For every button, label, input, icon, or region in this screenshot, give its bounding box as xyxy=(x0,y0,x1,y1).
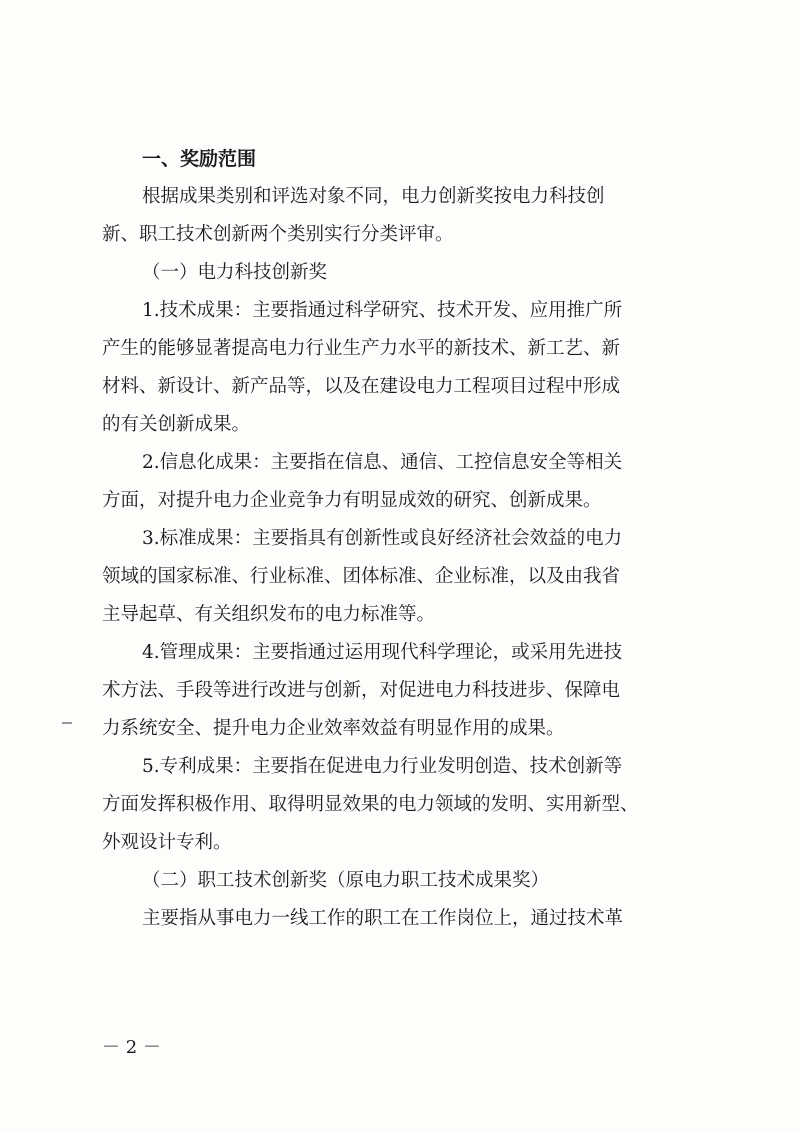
text-line: 2.信息化成果：主要指在信息、通信、工控信息安全等相关 xyxy=(142,452,623,473)
body-text xyxy=(102,178,702,938)
subsection-heading: （一）电力科技创新奖 xyxy=(142,262,328,283)
text-line: 根据成果类别和评选对象不同，电力创新奖按电力科技创 xyxy=(142,186,605,207)
text-line: 外观设计专利。 xyxy=(102,832,232,853)
text-line: 材料、新设计、新产品等，以及在建设电力工程项目过程中形成 xyxy=(102,376,621,397)
text-line: 主要指从事电力一线工作的职工在工作岗位上，通过技术革 xyxy=(142,908,624,929)
text-line: 领域的国家标准、行业标准、团体标准、企业标准，以及由我省 xyxy=(102,566,621,587)
text-line: 1.技术成果：主要指通过科学研究、技术开发、应用推广所 xyxy=(142,300,623,321)
text-line: 主导起草、有关组织发布的电力标准等。 xyxy=(102,604,436,625)
text-line: 4.管理成果：主要指通过运用现代科学理论，或采用先进技 xyxy=(142,642,623,663)
section-heading: 一、奖励范围 xyxy=(142,148,257,170)
text-line: 新、职工技术创新两个类别实行分类评审。 xyxy=(102,224,454,245)
document-body xyxy=(102,140,702,938)
page-number: － 2 － xyxy=(102,1037,161,1058)
text-line: 的有关创新成果。 xyxy=(102,414,251,435)
text-line: 5.专利成果：主要指在促进电力行业发明创造、技术创新等 xyxy=(142,756,623,777)
scan-mark xyxy=(62,722,72,724)
text-line: 产生的能够显著提高电力行业生产力水平的新技术、新工艺、新 xyxy=(102,338,621,359)
subsection-heading: （二）职工技术创新奖（原电力职工技术成果奖） xyxy=(142,870,550,891)
text-line: 方面，对提升电力企业竞争力有明显成效的研究、创新成果。 xyxy=(102,490,602,511)
text-line: 方面发挥积极作用、取得明显效果的电力领域的发明、实用新型、 xyxy=(102,794,639,815)
text-line: 术方法、手段等进行改进与创新，对促进电力科技进步、保障电 xyxy=(102,680,621,701)
text-line: 3.标准成果：主要指具有创新性或良好经济社会效益的电力 xyxy=(142,528,623,549)
text-line: 力系统安全、提升电力企业效率效益有明显作用的成果。 xyxy=(102,718,565,739)
